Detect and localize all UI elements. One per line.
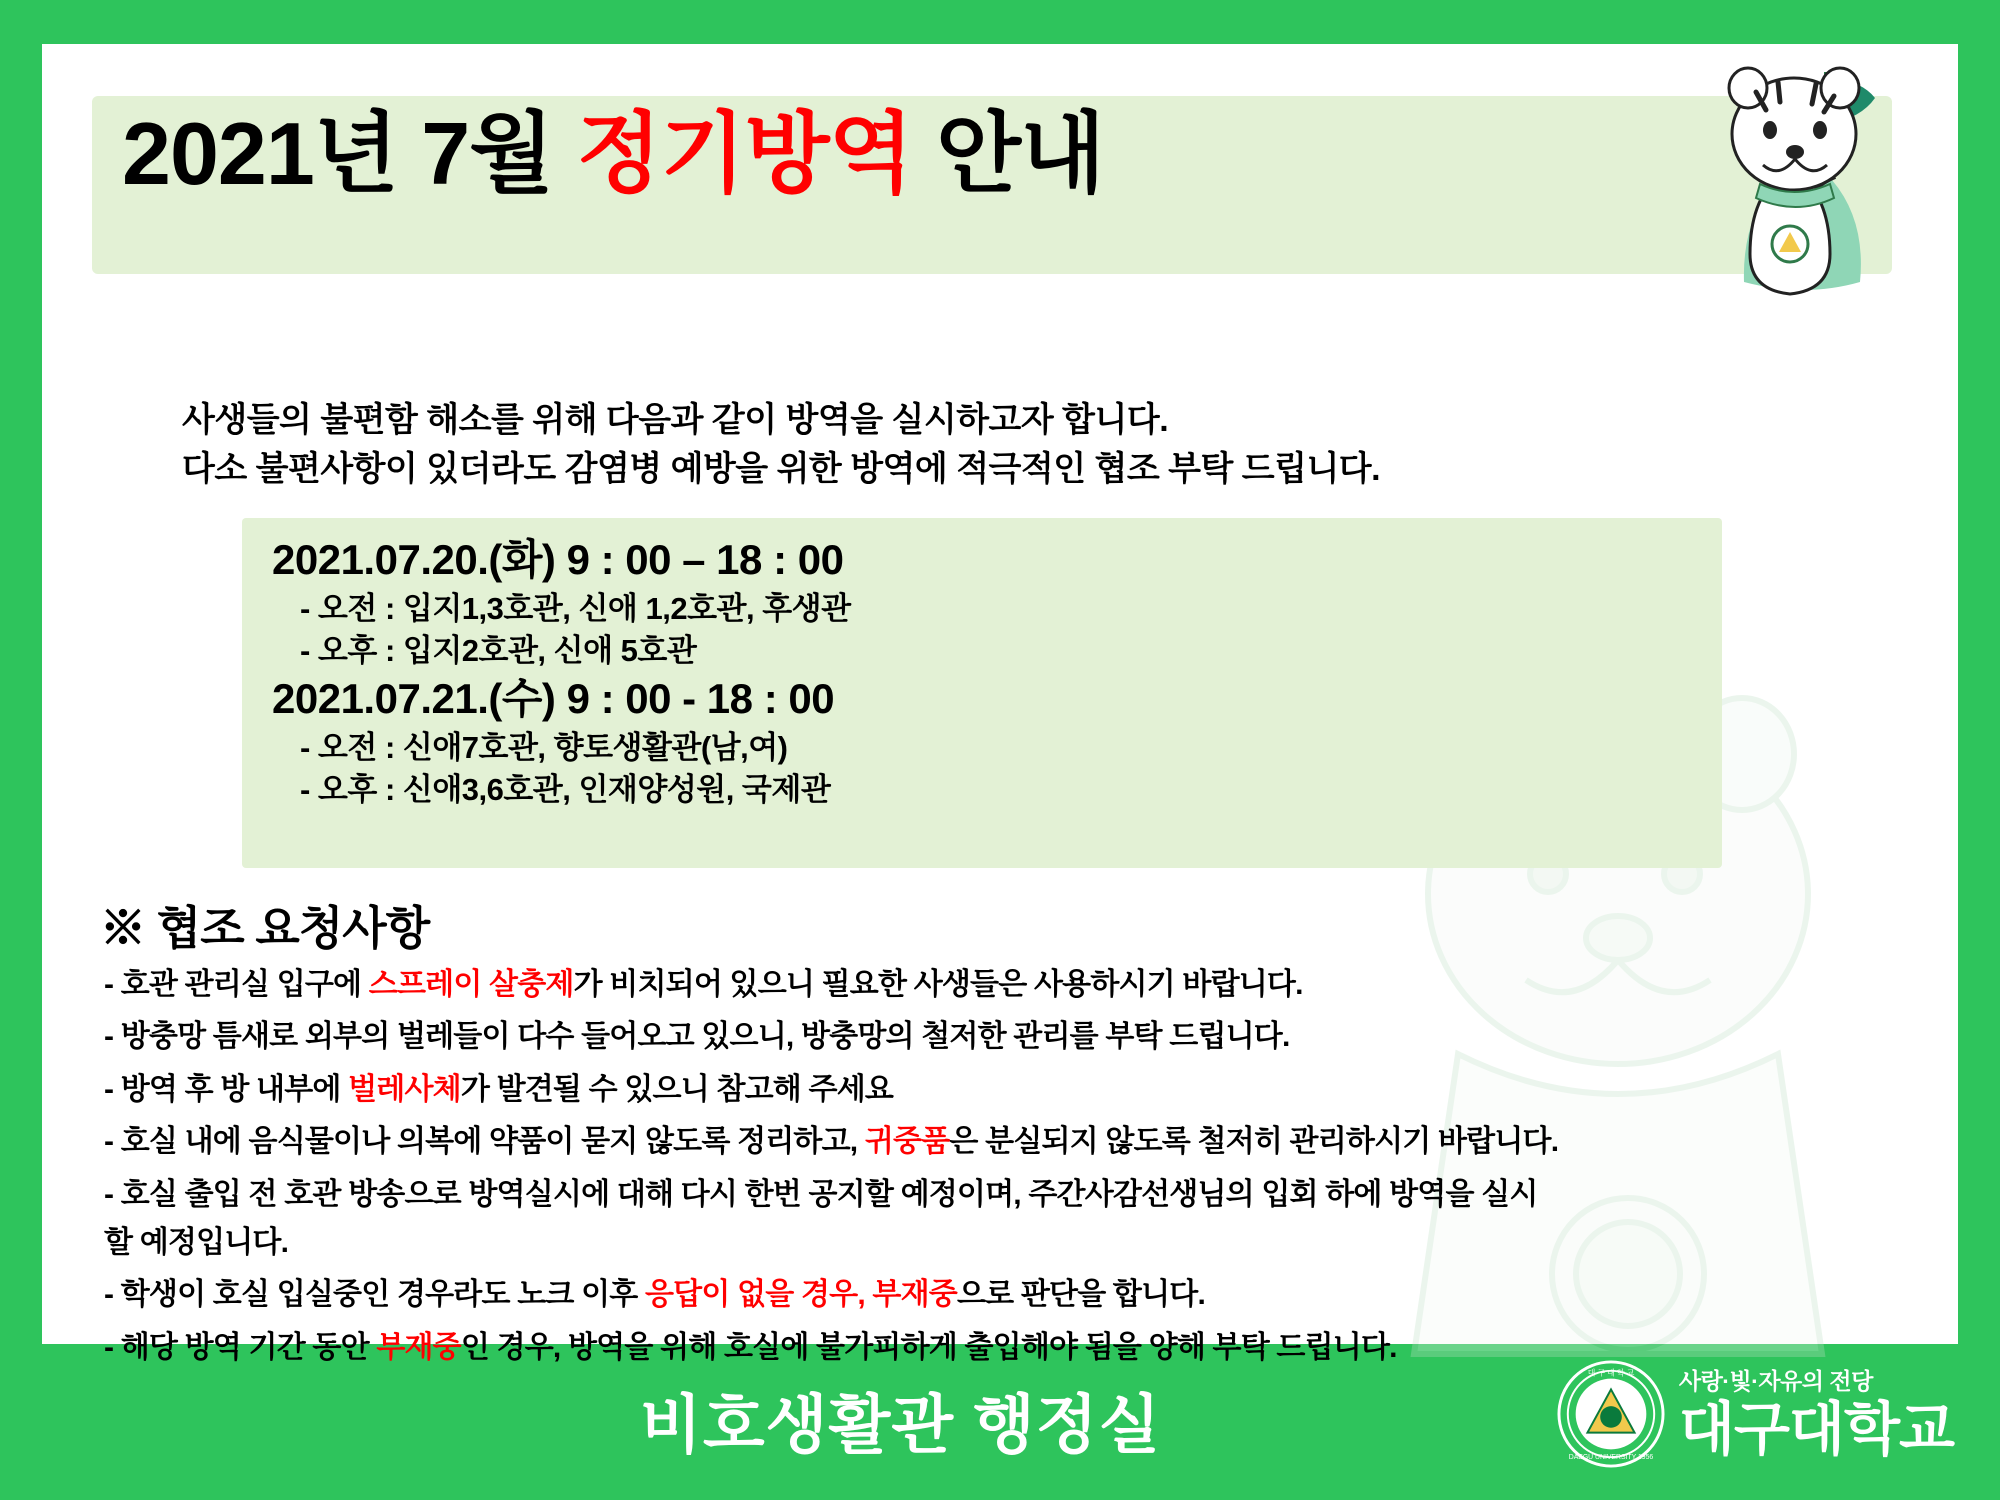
svg-text:DAEGU UNIVERSITY 1956: DAEGU UNIVERSITY 1956 [1568, 1454, 1654, 1462]
request-text-pre: - 방역 후 방 내부에 [104, 1072, 349, 1106]
schedule-box [242, 518, 1722, 868]
request-text-highlight: 스프레이 살충제 [368, 968, 574, 1001]
request-item [104, 1018, 1934, 1056]
request-item [104, 1224, 1934, 1262]
title-suffix: 안내 [912, 104, 1105, 203]
university-emblem-icon [1557, 1360, 1665, 1468]
footer [0, 1344, 2000, 1500]
request-text-pre: - 방충망 틈새로 외부의 벌레들이 다수 들어오고 있으니, 방충망의 철저한 관리를 부탁 드립니다. [104, 1020, 1290, 1054]
request-item [104, 966, 1934, 1004]
request-text-highlight: 응답이 없을 경우, 부재중 [645, 1278, 957, 1312]
poster-body [42, 44, 1958, 1364]
requests-list [104, 966, 1934, 1381]
university-name: 대구대학교 [1678, 1396, 1954, 1462]
request-item [104, 1176, 1934, 1214]
schedule-date-2: 2021.07.21.(수) 9 : 00 - 18 : 00 [272, 675, 835, 723]
request-text-pre: - 호관 관리실 입구에 [104, 968, 369, 1001]
intro-line-2: 다소 불편사항이 있더라도 감염병 예방을 위한 방역에 적극적인 협조 부탁 드립니다. [182, 450, 1381, 489]
title-prefix: 2021년 7월 [122, 104, 577, 203]
request-text-highlight: 벌레사체 [348, 1072, 461, 1106]
schedule-afternoon-2: - 오후 : 신애3,6호관, 인재양성원, 국제관 [300, 771, 831, 807]
request-text-post: 은 분실되지 않도록 철저히 관리하시기 바랍니다. [949, 1125, 1559, 1159]
request-text-post: 가 발견될 수 있으니 참고해 주세요 [460, 1072, 894, 1106]
university-branding [1557, 1360, 1954, 1468]
intro-text [182, 396, 1882, 495]
schedule-date-1: 2021.07.20.(화) 9 : 00 – 18 : 00 [272, 536, 844, 583]
request-text-pre: 할 예정입니다. [104, 1225, 289, 1259]
request-text-pre: - 학생이 호실 입실중인 경우라도 노크 이후 [104, 1278, 645, 1312]
tiger-mascot-icon [1628, 58, 1918, 308]
request-text-post: 가 비치되어 있으니 필요한 사생들은 사용하시기 바랍니다. [573, 968, 1303, 1001]
request-item [104, 1123, 1934, 1161]
request-text-highlight: 부재중 [376, 1330, 461, 1364]
footer-office-name: 비호생활관 행정실 [640, 1389, 1162, 1461]
schedule-morning-1: - 오전 : 입지1,3호관, 신애 1,2호관, 후생관 [300, 590, 851, 626]
title-highlight: 정기방역 [576, 104, 913, 203]
university-slogan: 사랑·빛·자유의 전당 [1678, 1367, 1873, 1394]
requests-title: ※ 협조 요청사항 [100, 902, 430, 954]
intro-line-1: 사생들의 불편함 해소를 위해 다음과 같이 방역을 실시하고자 합니다. [182, 401, 1169, 439]
request-item [104, 1071, 1934, 1109]
request-text-pre: - 호실 내에 음식물이나 의복에 약품이 묻지 않도록 정리하고, [104, 1125, 865, 1159]
schedule-afternoon-1: - 오후 : 입지2호관, 신애 5호관 [300, 632, 697, 668]
request-text-post: 인 경우, 방역을 위해 호실에 불가피하게 출입해야 됨을 양해 부탁 드립니다. [460, 1330, 1397, 1364]
request-text-pre: - 해당 방역 기간 동안 [104, 1330, 377, 1364]
request-item [104, 1276, 1934, 1314]
schedule-morning-2: - 오전 : 신애7호관, 향토생활관(남,여) [300, 729, 788, 765]
svg-text:대 구 대 학 교: 대 구 대 학 교 [1587, 1368, 1635, 1378]
request-text-post: 으로 판단을 합니다. [956, 1278, 1205, 1312]
request-text-pre: - 호실 출입 전 호관 방송으로 방역실시에 대해 다시 한번 공지할 예정이며, 주간사감선생님의 입회 하에 방역을 실시 [104, 1177, 1538, 1211]
page-title [122, 106, 1104, 203]
request-text-highlight: 귀중품 [864, 1125, 950, 1159]
